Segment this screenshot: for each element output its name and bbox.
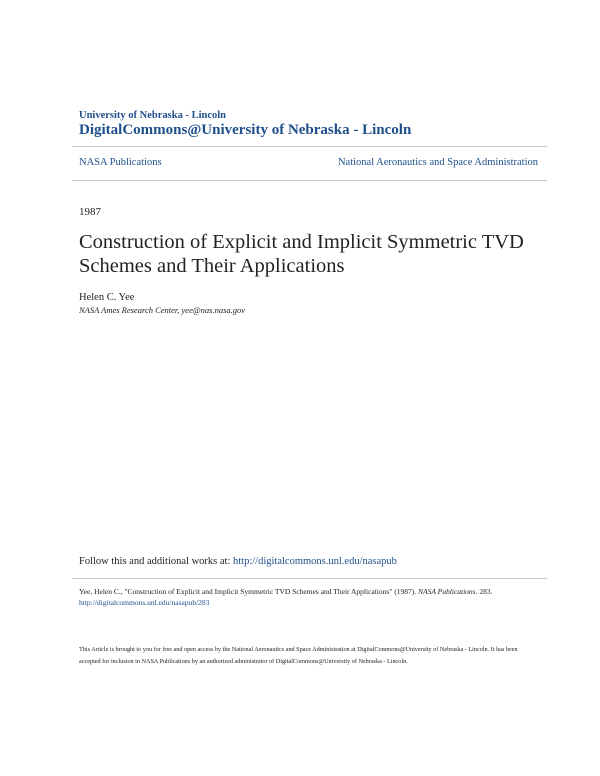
citation-block: [79, 586, 549, 608]
repository-name[interactable]: DigitalCommons@University of Nebraska - Lincoln: [79, 122, 412, 138]
author-affiliation: NASA Ames Research Center, yee@nas.nasa.gov: [79, 305, 246, 315]
paper-title: Construction of Explicit and Implicit Symmetric TVD Schemes and Their Applications: [79, 231, 524, 277]
citation-prefix: Yee, Helen C., "Construction of Explicit and Implicit Symmetric TVD Schemes and Their Applications" (1987).: [79, 587, 418, 596]
collection-link-nasa-publications[interactable]: NASA Publications: [79, 157, 162, 168]
citation-journal: NASA Publications: [418, 587, 476, 596]
header-divider: [72, 146, 547, 147]
citation-suffix: . 283.: [475, 587, 493, 596]
institution-name[interactable]: University of Nebraska - Lincoln: [79, 110, 226, 121]
collection-divider: [72, 180, 547, 181]
citation-divider: [72, 578, 547, 579]
author-name: Helen C. Yee: [79, 292, 135, 303]
access-notice: This Article is brought to you for free and open access by the National Aeronautics and Space Administration at DigitalCommons@University of Nebraska - Lincoln. It has been accepted for inclusion in NASA Publications by an authorized administrator of DigitalCommons@University of Nebraska - Lincoln.: [79, 646, 518, 665]
follow-line: [79, 556, 397, 567]
collection-link-nasa-administration[interactable]: National Aeronautics and Space Administration: [337, 157, 538, 168]
publication-year: 1987: [79, 206, 101, 218]
citation-link[interactable]: http://digitalcommons.unl.edu/nasapub/283: [79, 598, 210, 607]
follow-text: Follow this and additional works at:: [79, 556, 233, 567]
follow-link[interactable]: http://digitalcommons.unl.edu/nasapub: [233, 556, 397, 567]
